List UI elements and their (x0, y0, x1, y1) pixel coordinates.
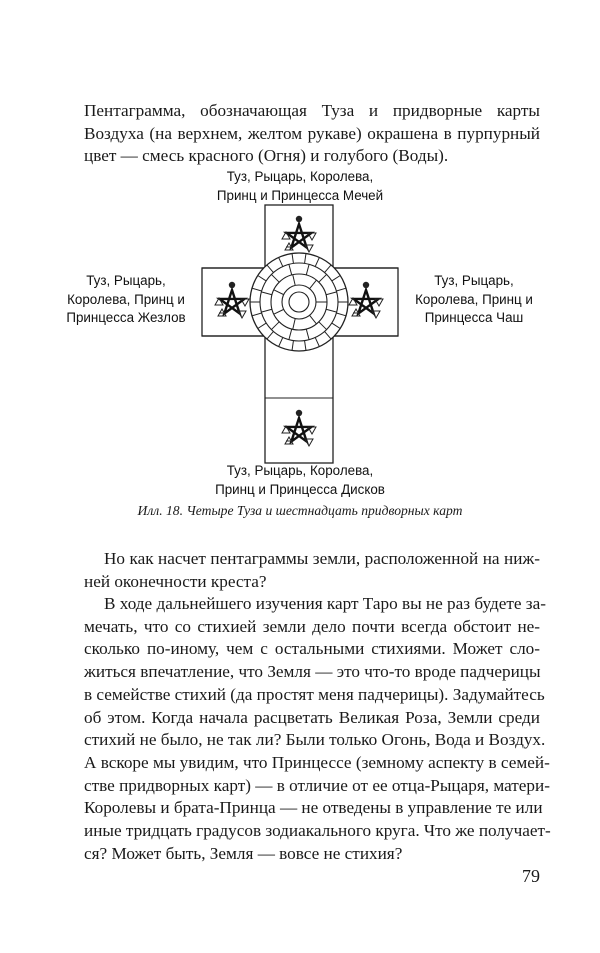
paragraph-body (84, 593, 551, 865)
pentagram-right-icon (349, 282, 383, 318)
text-line: иные тридцать градусов зодиакального круга. Что же получает- (84, 821, 551, 841)
text-line: ся? Может быть, Земля — вовсе не стихия? (84, 843, 403, 863)
text-line: цвет — смесь красного (Огня) и голубого (Воды). (84, 146, 449, 166)
text-line: в семействе стихий (да простят меня падчерицы). Задумайтесь (84, 684, 545, 704)
page-number: 79 (522, 866, 540, 886)
paragraph-question (84, 548, 540, 593)
text-line: Королевы и брата-Принца — не отведены в управление те или (84, 798, 543, 818)
label-cups: Туз, Рыцарь, Королева, Принц и Принцесса Чаш (415, 273, 533, 326)
text-line: мечать, что со стихией земли дело почти всегда обстоит не- (84, 616, 540, 636)
text-line: А вскоре мы увидим, что Принцессе (земному аспекту в семей- (84, 752, 550, 772)
text-line: Но как насчет пентаграммы земли, расположенной на ниж- (104, 549, 540, 568)
text-line: Воздуха (на верхнем, желтом рукаве) окрашена в пурпурный (84, 123, 540, 143)
figure-caption: Илл. 18. Четыре Туза и шестнадцать придворных карт (137, 503, 463, 518)
text-line: стве придворных карт) — в отличие от ее отца-Рыцаря, матери- (84, 775, 550, 795)
label-wands: Туз, Рыцарь, Королева, Принц и Принцесса Жезлов (66, 273, 186, 326)
pentagram-left-icon (215, 282, 249, 318)
label-swords: Туз, Рыцарь, Королева, Принц и Принцесса Мечей (216, 169, 384, 203)
text-line: Пентаграмма, обозначающая Туза и придворные карты (84, 101, 540, 120)
label-disks: Туз, Рыцарь, Королева, Принц и Принцесса Дисков (215, 463, 385, 497)
text-line: ней оконечности креста? (84, 571, 267, 591)
text-line: стихий не было, не так ли? Были только Огонь, Вода и Воздух. (84, 730, 546, 750)
text-line: об этом. Когда начала расцветать Великая Роза, Земли среди (84, 707, 540, 727)
text-line: сколько по-иному, чем с остальными стихиями. Может сло- (84, 639, 540, 659)
text-line: В ходе дальнейшего изучения карт Таро вы не раз будете за- (104, 594, 546, 613)
rose-emblem (250, 253, 348, 351)
text-line: житься впечатление, что Земля — это что-то вроде падчерицы (84, 662, 541, 682)
